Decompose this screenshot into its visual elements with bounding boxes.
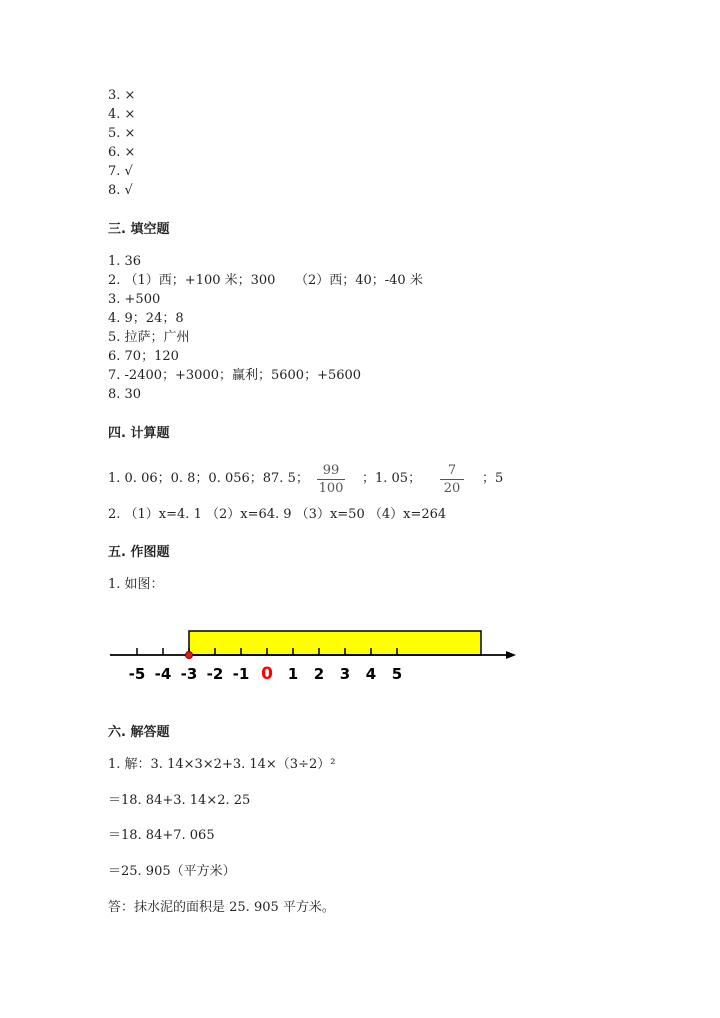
answer-line: 3. +500: [108, 292, 161, 307]
tick-label: 4: [365, 665, 377, 683]
solution-line: ＝18. 84+3. 14×2. 25: [108, 793, 251, 808]
calc-line-1-mid: ；1. 05；: [362, 471, 422, 486]
answer-line: 4. ×: [108, 107, 136, 122]
answer-line: 4. 9；24；8: [108, 311, 184, 326]
calc-line-1-end: ；5: [482, 471, 504, 486]
number-line-figure: [108, 615, 528, 685]
fraction-numerator: 7: [447, 463, 457, 478]
answer-line: 7. √: [108, 164, 133, 179]
solution-line: ＝25. 905（平方米）: [108, 864, 236, 879]
answer-line: 6. ×: [108, 145, 136, 160]
calc-line-2: 2. （1）x=4. 1 （2）x=64. 9 （3）x=50 （4）x=264: [108, 507, 447, 522]
answer-line: 8. √: [108, 183, 133, 198]
answer-line: 2. （1）西；+100 米；300 （2）西；40；-40 米: [108, 273, 423, 288]
answer-line: 1. 如图：: [108, 577, 164, 592]
tick-label: -2: [206, 665, 224, 683]
tick-label: -3: [180, 665, 198, 683]
fraction-bar: [317, 479, 345, 480]
section-heading: 四. 计算题: [108, 426, 170, 441]
tick-label: -4: [154, 665, 172, 683]
answer-line: 6. 70；120: [108, 349, 179, 364]
answer-line: 1. 36: [108, 254, 142, 269]
tick-label: -1: [232, 665, 250, 683]
number-line: [108, 615, 528, 685]
solution-line: ＝18. 84+7. 065: [108, 828, 215, 843]
tick-label: -5: [128, 665, 146, 683]
section-heading: 五. 作图题: [108, 545, 170, 560]
highlight-bar: [189, 631, 481, 655]
tick-label: 5: [391, 665, 403, 683]
fraction-numerator: 99: [322, 463, 340, 478]
solution-line: 答：抹水泥的面积是 25. 905 平方米。: [108, 900, 335, 915]
answer-line: 7. -2400；+3000；赢利；5600；+5600: [108, 368, 362, 383]
answer-line: 3. ×: [108, 88, 136, 103]
solution-line: 1. 解：3. 14×3×2+3. 14×（3÷2）²: [108, 757, 336, 772]
axis-arrow: [506, 651, 516, 659]
tick-label: 1: [287, 665, 299, 683]
tick-label: 0: [261, 664, 273, 684]
section-heading: 六. 解答题: [108, 725, 170, 740]
fraction-denominator: 20: [443, 481, 461, 496]
tick-label: 2: [313, 665, 325, 683]
answer-line: 8. 30: [108, 387, 142, 402]
fraction-99-100: [317, 463, 345, 496]
section-heading: 三. 填空题: [108, 222, 170, 237]
answer-line: 5. ×: [108, 126, 136, 141]
tick-label: 3: [339, 665, 351, 683]
fraction-bar: [440, 479, 464, 480]
fraction-7-20: [440, 463, 464, 496]
calc-line-1-prefix: 1. 0. 06；0. 8；0. 056；87. 5；: [108, 471, 309, 486]
start-point: [186, 652, 193, 659]
fraction-denominator: 100: [318, 481, 344, 496]
answer-line: 5. 拉萨；广州: [108, 330, 190, 345]
